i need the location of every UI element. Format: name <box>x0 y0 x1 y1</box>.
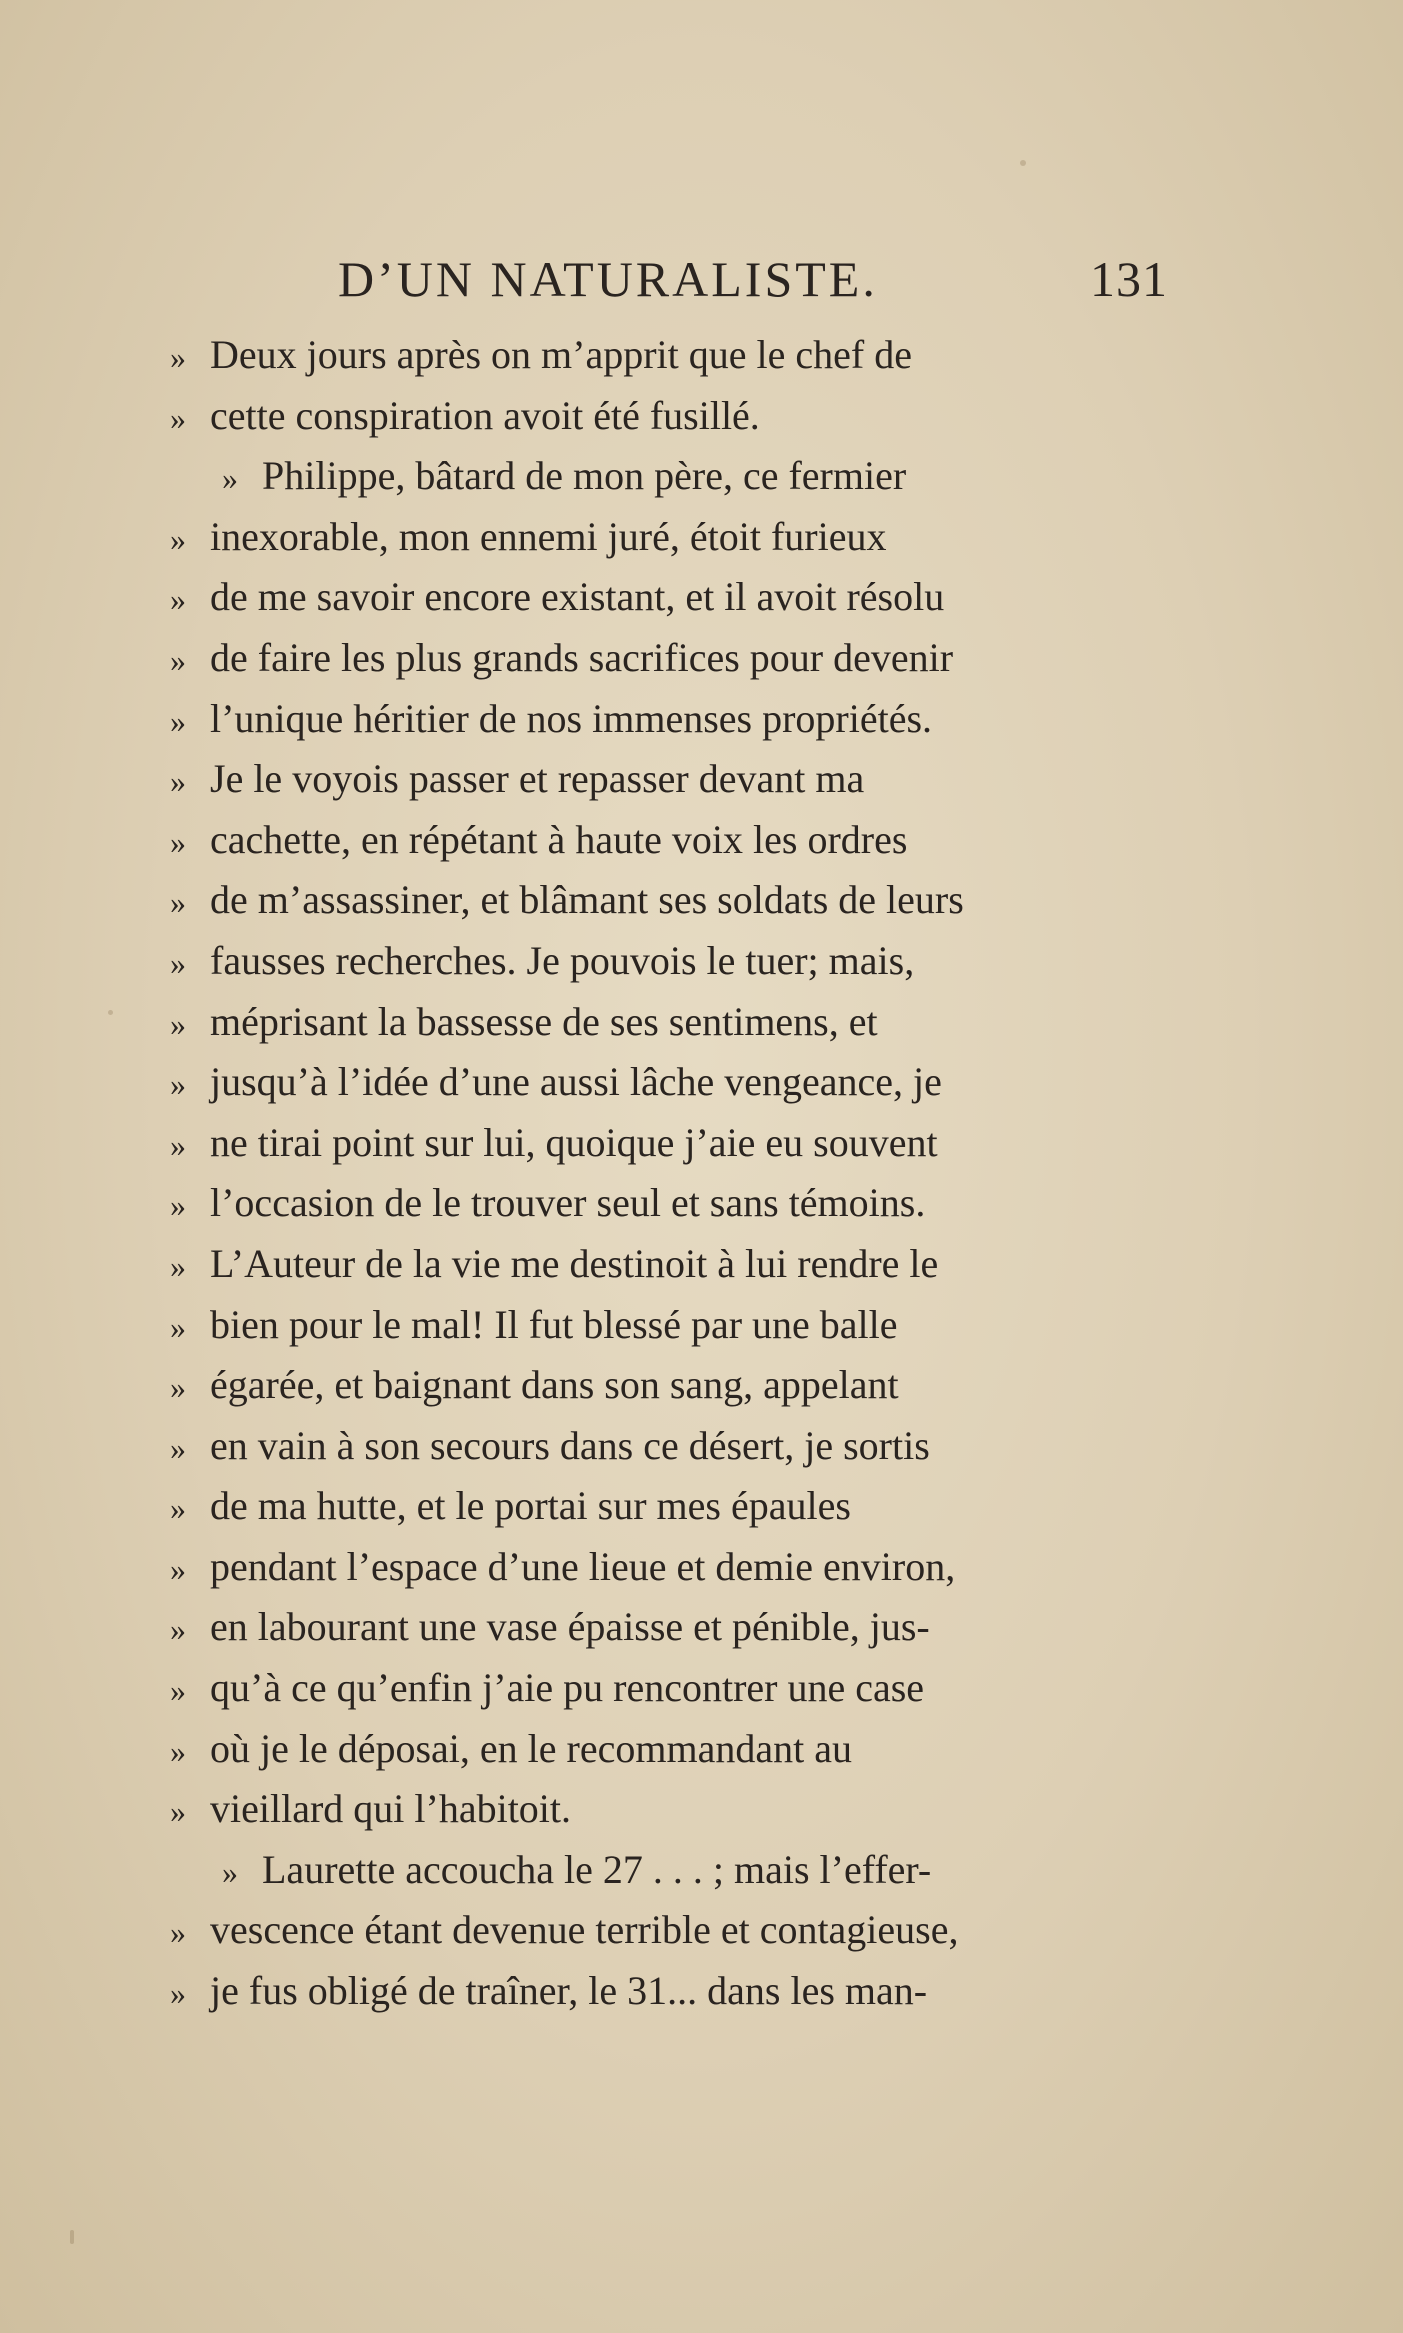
text-line <box>170 1476 1170 1537</box>
line-text: bien pour le mal! Il fut blessé par une balle <box>210 1301 898 1347</box>
quote-mark: » <box>170 1369 186 1406</box>
quote-mark: » <box>170 1550 186 1587</box>
quote-mark: » <box>170 1429 186 1466</box>
line-text: en vain à son secours dans ce désert, je sortis <box>210 1422 930 1468</box>
text-line <box>170 386 1170 447</box>
quote-mark: » <box>170 1005 186 1042</box>
quote-mark: » <box>170 339 186 375</box>
text-line <box>170 1658 1170 1719</box>
paper-spot <box>70 2230 74 2244</box>
text-line <box>170 628 1170 689</box>
quote-mark: » <box>170 1247 186 1284</box>
text-line <box>170 325 1170 386</box>
line-text: de ma hutte, et le portai sur mes épaules <box>210 1483 851 1529</box>
paper-spot <box>1020 160 1026 166</box>
line-text: fausses recherches. Je pouvois le tuer; mais, <box>210 937 915 983</box>
line-text: jusqu’à l’idée d’une aussi lâche vengeance, je <box>210 1059 942 1105</box>
quote-mark: » <box>222 460 238 497</box>
quote-mark: » <box>170 1066 186 1103</box>
text-line <box>170 870 1170 931</box>
quote-mark: » <box>170 581 186 618</box>
line-text: Philippe, bâtard de mon père, ce fermier <box>262 453 907 499</box>
line-text: cette conspiration avoit été fusillé. <box>210 392 760 438</box>
line-text: égarée, et baignant dans son sang, appelant <box>210 1362 899 1408</box>
running-head <box>338 250 1168 310</box>
text-line <box>170 810 1170 871</box>
text-line <box>170 749 1170 810</box>
quote-mark: » <box>170 1975 186 2012</box>
text-line <box>170 992 1170 1053</box>
text-line <box>170 507 1170 568</box>
text-line <box>170 1537 1170 1598</box>
quote-mark: » <box>170 1187 186 1224</box>
text-line <box>170 567 1170 628</box>
text-line <box>170 931 1170 992</box>
line-text: de me savoir encore existant, et il avoit résolu <box>210 574 945 620</box>
line-text: je fus obligé de traîner, le 31... dans les man- <box>210 1968 928 2014</box>
line-text: de faire les plus grands sacrifices pour devenir <box>210 634 954 680</box>
paper-spot <box>108 1010 113 1015</box>
quote-mark: » <box>222 1853 238 1890</box>
line-text: ne tirai point sur lui, quoique j’aie eu souvent <box>210 1119 938 1165</box>
quote-mark: » <box>170 763 186 800</box>
quote-mark: » <box>170 1793 186 1830</box>
quote-mark: » <box>170 702 186 739</box>
page-number: 131 <box>1090 251 1168 307</box>
text-line <box>170 1416 1170 1477</box>
line-text: de m’assassiner, et blâmant ses soldats de leurs <box>210 877 964 923</box>
text-line <box>170 1295 1170 1356</box>
line-text: qu’à ce qu’enfin j’aie pu rencontrer une case <box>210 1665 925 1711</box>
quote-mark: » <box>170 1914 186 1951</box>
line-text: Je le voyois passer et repasser devant ma <box>210 756 865 802</box>
quote-mark: » <box>170 884 186 921</box>
text-line <box>170 1597 1170 1658</box>
quote-mark: » <box>170 1672 186 1709</box>
line-text: Laurette accoucha le 27 . . . ; mais l’effer- <box>262 1846 932 1892</box>
quote-mark: » <box>170 1611 186 1648</box>
running-title: D’UN NATURALISTE. <box>338 251 878 307</box>
text-line <box>170 1173 1170 1234</box>
line-text: vescence étant devenue terrible et contagieuse, <box>210 1907 959 1953</box>
line-text: vieillard qui l’habitoit. <box>210 1786 572 1832</box>
quote-mark: » <box>170 1490 186 1527</box>
quote-mark: » <box>170 399 186 436</box>
line-text: inexorable, mon ennemi juré, étoit furieux <box>210 513 887 559</box>
line-text: en labourant une vase épaisse et pénible, jus- <box>210 1604 930 1650</box>
text-line <box>170 1113 1170 1174</box>
line-text: Deux jours après on m’apprit que le chef de <box>210 332 912 377</box>
line-text: l’occasion de le trouver seul et sans témoins. <box>210 1180 926 1226</box>
text-line <box>170 689 1170 750</box>
body-text <box>170 325 1170 2022</box>
line-text: l’unique héritier de nos immenses propriétés. <box>210 695 933 741</box>
quote-mark: » <box>170 1308 186 1345</box>
quote-mark: » <box>170 823 186 860</box>
line-text: où je le déposai, en le recommandant au <box>210 1725 852 1771</box>
quote-mark: » <box>170 1732 186 1769</box>
line-text: L’Auteur de la vie me destinoit à lui rendre le <box>210 1240 939 1286</box>
text-line <box>170 1719 1170 1780</box>
line-text: pendant l’espace d’une lieue et demie environ, <box>210 1543 956 1589</box>
text-line <box>170 1355 1170 1416</box>
line-text: méprisant la bassesse de ses sentimens, et <box>210 998 878 1044</box>
text-line <box>170 1234 1170 1295</box>
text-line <box>170 1052 1170 1113</box>
text-line <box>170 446 1170 507</box>
quote-mark: » <box>170 1126 186 1163</box>
text-line <box>170 1961 1170 2022</box>
line-text: cachette, en répétant à haute voix les ordres <box>210 816 908 862</box>
text-line <box>170 1900 1170 1961</box>
quote-mark: » <box>170 944 186 981</box>
text-line <box>170 1779 1170 1840</box>
quote-mark: » <box>170 641 186 678</box>
text-line <box>170 1840 1170 1901</box>
quote-mark: » <box>170 520 186 557</box>
